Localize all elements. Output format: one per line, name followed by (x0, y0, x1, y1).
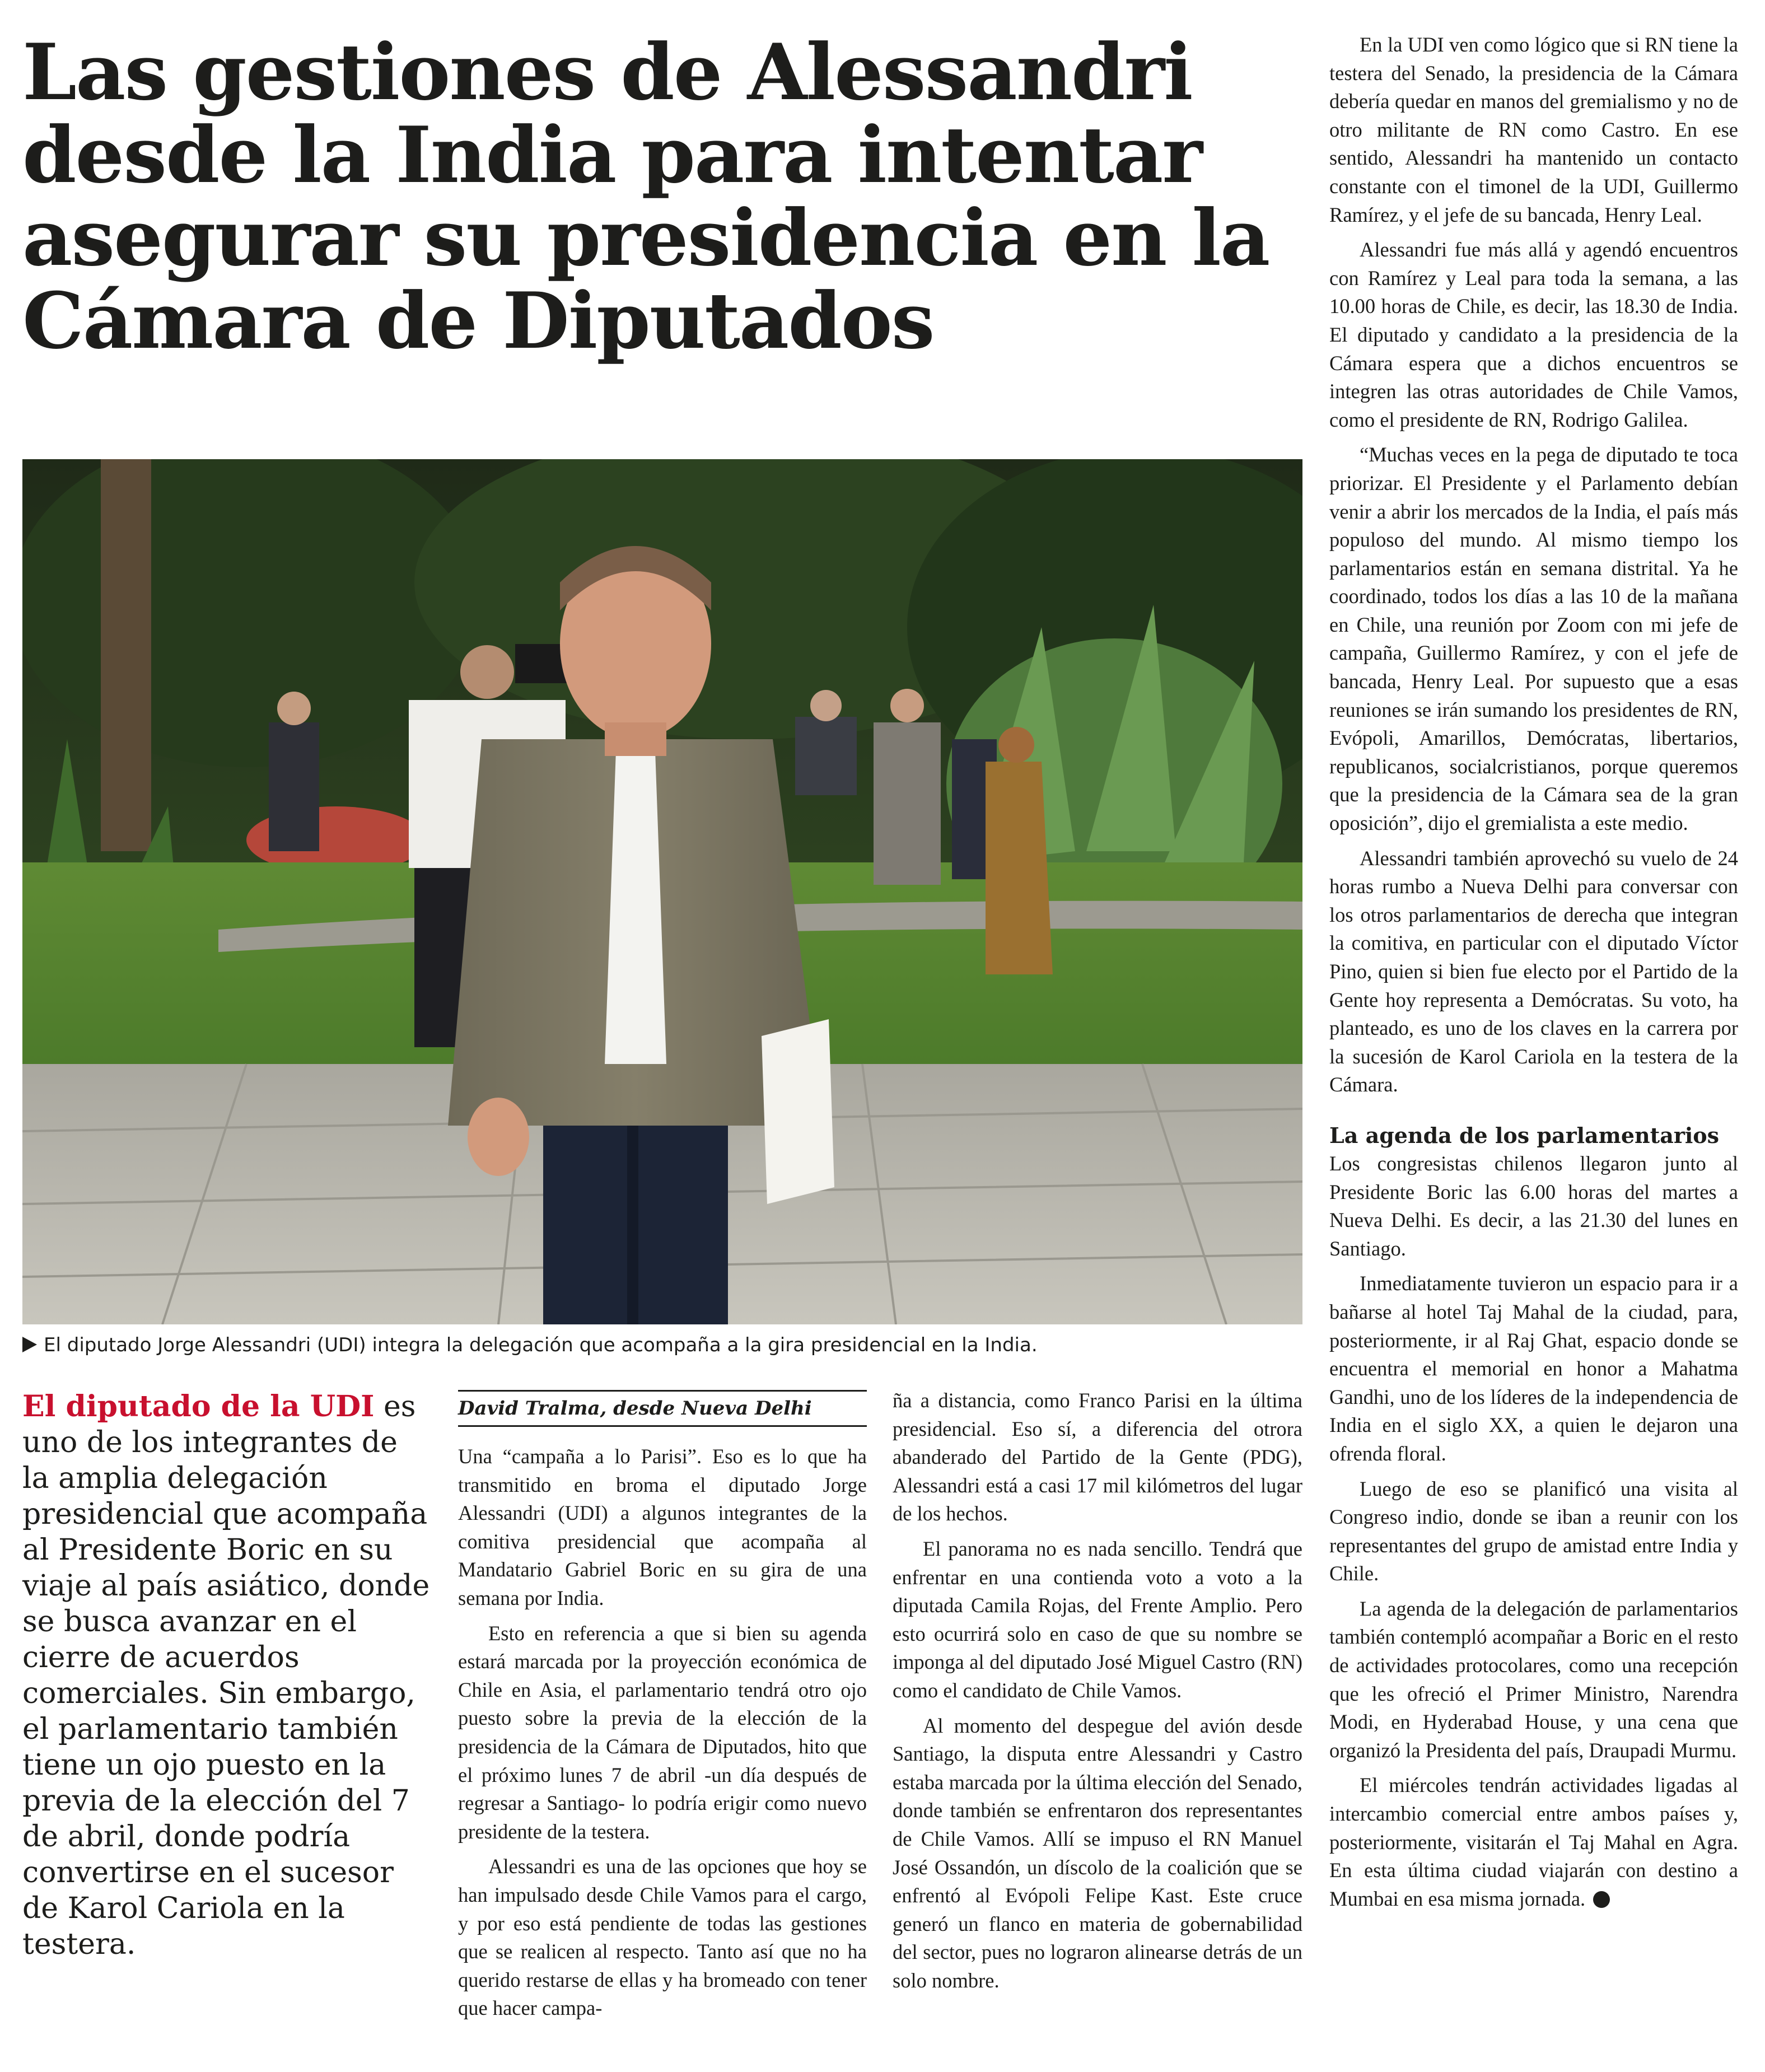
body-column-3 (1329, 31, 1738, 1920)
body-paragraph: En la UDI ven como lógico que si RN tiene la testera del Senado, la presidencia de la Cámara debería quedar en manos del gremialismo y no de otro militante de RN como Castro. En ese sentido, Alessandri ha mantenido un contacto constante con el timonel de la UDI, Guillermo Ramírez, y el jefe de su bancada, Henry Leal. (1329, 33, 1738, 226)
body-paragraph: Alessandri también aprovechó su vuelo de 24 horas rumbo a Nueva Delhi para conversar con los otros parlamentarios de derecha que integran la comitiva, en particular con el diputado Víctor Pino, quien si bien fue electo por el Partido de la Gente hoy representa a Demócratas. Su voto, ha planteado, es uno de los claves en la carrera por la sucesión de Karol Cariola en la testera de la Cámara. (1329, 846, 1738, 1096)
news-photo (22, 459, 1302, 1324)
lead-kicker: El diputado de la UDI (22, 1389, 375, 1424)
photo-caption (22, 1333, 1302, 1357)
body-paragraph: El panorama no es nada sencillo. Tendrá que enfrentar en una contienda voto a voto a la diputada Camila Rojas, del Frente Amplio. Pero esto ocurrirá solo en caso de que su nombre se imponga al del diputado José Miguel Castro (RN) como el candidato de Chile Vamos. (893, 1537, 1302, 1702)
photo-scene (22, 459, 1302, 1324)
end-mark-icon (1593, 1891, 1610, 1908)
body-paragraph: Una “campaña a lo Parisi”. Eso es lo que ha transmitido en broma el diputado Jorge Alessandri (UDI) a algunos integrantes de la comitiva presidencial que acompaña al Mandatario Gabriel Boric en su gira de una semana por India. (458, 1445, 867, 1609)
body-paragraph: Esto en referencia a que si bien su agenda estará marcada por la proyección económica de Chile en Asia, el parlamentario tendrá otro ojo puesto sobre la previa de la elección de la presidencia de la Cámara de Diputados, hito que el próximo lunes 7 de abril -un día después de regresar a Santiago- lo podría erigir como nuevo presidente de la testera. (458, 1621, 867, 1843)
caption-text: El diputado Jorge Alessandri (UDI) integra la delegación que acompaña a la gira presidencial en la India. (44, 1334, 1038, 1356)
caption-triangle-icon (22, 1337, 37, 1352)
body-paragraph: ña a distancia, como Franco Parisi en la última presidencial. Eso sí, a diferencia del otrora abanderado del Partido de la Gente (PDG), Alessandri está a casi 17 mil kilómetros del lugar de los hechos. (893, 1389, 1302, 1525)
lead-paragraph (22, 1389, 431, 1962)
body-column-2 (893, 1387, 1302, 2001)
body-paragraph: Alessandri es una de las opciones que hoy se han impulsado desde Chile Vamos para el cargo, y por eso está pendiente de todas las gestiones que se realicen al respecto. Tanto así que no ha querido restarse de ellas y ha bromeado con tener que hacer campa- (458, 1855, 867, 2020)
body-paragraph: Alessandri fue más allá y agendó encuentros con Ramírez y Leal para toda la semana, a las 10.00 horas de Chile, es decir, las 18.30 de India. El diputado y candidato a la presidencia de la Cámara espera que a dichos encuentros se integren las otras autoridades de Chile Vamos, como el presidente de RN, Rodrigo Galilea. (1329, 238, 1738, 431)
headline: Las gestiones de Alessandri desde la India para intentar asegurar su presidencia en la Cámara de Diputados (22, 26, 1269, 366)
section-subhead: La agenda de los parlamentarios (1329, 1122, 1720, 1148)
final-text: El miércoles tendrán actividades ligadas al intercambio comercial entre ambos países y, posteriormente, visitarán el Taj Mahal en Agra. En esta última ciudad viajarán con destino a Mumbai en esa misma jornada. (1329, 1774, 1738, 1910)
body-paragraph: Luego de eso se planificó una visita al Congreso indio, donde se iban a reunir con los representantes del grupo de amistad entre India y Chile. (1329, 1477, 1738, 1585)
body-paragraph: Al momento del despegue del avión desde Santiago, la disputa entre Alessandri y Castro estaba marcada por la última elección del Senado, donde también se enfrentaron dos representantes de Chile Vamos. Allí se impuso el RN Manuel José Ossandón, un díscolo de la coalición que se enfrentó al Evópoli Felipe Kast. Este cruce generó un flanco en materia de gobernabilidad del sector, pues no lograron alinearse detrás de un solo nombre. (893, 1714, 1302, 1992)
body-paragraph-final (1329, 1771, 1738, 1913)
body-paragraph: La agenda de la delegación de parlamentarios también contempló acompañar a Boric en el resto de actividades protocolares, como una recepción que les ofreció el Primer Ministro, Narendra Modi, en Hyderabad House, y una cena que organizó la Presidenta del país, Draupadi Murmu. (1329, 1597, 1738, 1762)
byline: David Tralma, desde Nueva Delhi (458, 1390, 867, 1427)
body-paragraph: “Muchas veces en la pega de diputado te toca priorizar. El Presidente y el Parlamento debían venir a abrir los mercados de la India, el país más populoso del mundo. Al mismo tiempo los parlamentarios están en semana distrital. Ya he coordinado, todos los días a las 10 de la mañana en Chile, una reunión por Zoom con mi jefe de campaña, Guillermo Ramírez, y con el jefe de bancada, Henry Leal. Por supuesto que a esas reuniones se irán sumando los presidentes de RN, Evópoli, Amarillos, Demócratas, libertarios, republicanos, socialcristianos, porque queremos que la presidencia de la Cámara sea de la gran oposición”, dijo el gremialista a este medio. (1329, 443, 1738, 835)
body-column-1 (458, 1443, 867, 2029)
lead-text: es uno de los integrantes de la amplia delegación presidencial que acompaña al Presidente Boric en su viaje al país asiático, donde se busca avanzar en el cierre de acuerdos comerciales. Sin embargo, el parlamentario también tiene un ojo puesto en la previa de la elección del 7 de abril, donde podría convertirse en el sucesor de Karol Cariola en la testera. (22, 1390, 430, 1961)
body-paragraph: Inmediatamente tuvieron un espacio para ir a bañarse al hotel Taj Mahal de la ciudad, para, posteriormente, ir al Raj Ghat, espacio donde se encuentra el memorial en honor a Mahatma Gandhi, uno de los líderes de la independencia de India en el siglo XX, a quien le dejaron una ofrenda floral. (1329, 1272, 1738, 1465)
body-paragraph: Los congresistas chilenos llegaron junto al Presidente Boric las 6.00 horas del martes a Nueva Delhi. Es decir, a las 21.30 del lunes en Santiago. (1329, 1151, 1738, 1260)
